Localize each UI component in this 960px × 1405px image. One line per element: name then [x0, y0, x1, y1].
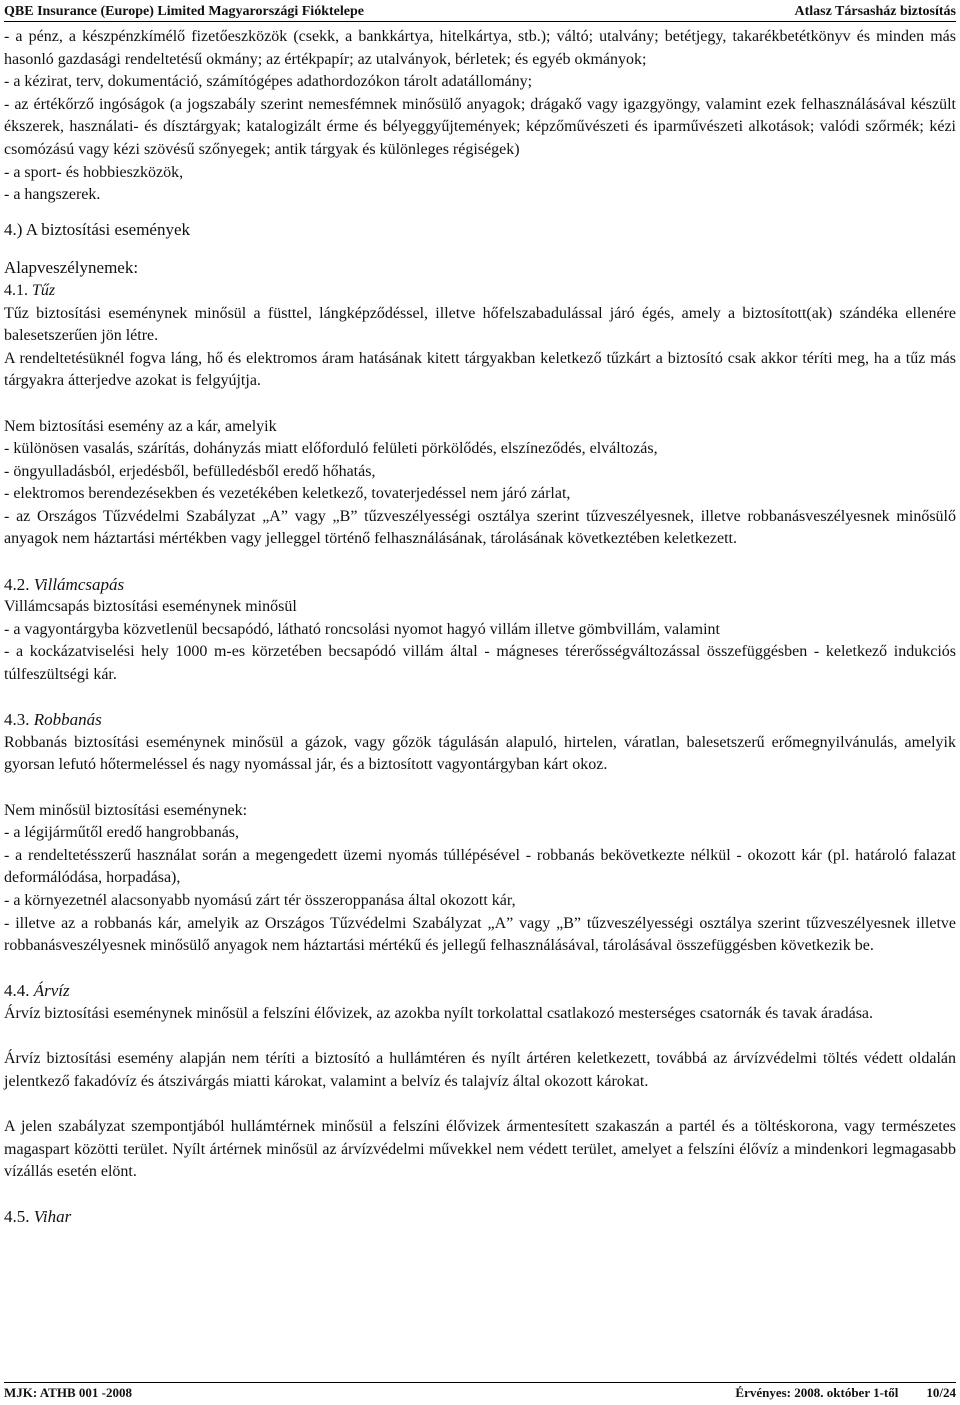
- paragraph: Tűz biztosítási eseménynek minősül a füsttel, lángképződéssel, illetve hőfelszabadulással járó égés, amely a biztosított(ak) szándéka ellenére balesetszerűen jön létre.: [4, 304, 956, 345]
- paragraph: - öngyulladásból, erjedésből, befülledésből eredő hőhatás,: [4, 462, 376, 480]
- header-product: Atlasz Társasház biztosítás: [794, 4, 956, 19]
- document-body: [4, 26, 956, 1229]
- footer-document-code: MJK: ATHB 001 -2008: [4, 1385, 132, 1400]
- subsection-title: [4, 709, 956, 732]
- header-company: QBE Insurance (Europe) Limited Magyarországi Fióktelepe: [4, 4, 364, 19]
- subsection-name: Árvíz: [33, 981, 70, 1001]
- paragraph: Árvíz biztosítási eseménynek minősül a felszíni élővizek, az azokba nyílt torkolattal csatlakozó mesterséges csatornák és tavak áradása.: [4, 1004, 874, 1022]
- paragraph: - az értékőrző ingóságok (a jogszabály szerint nemesfémnek minősülő anyagok; drágakő vagy igazgyöngy, valamint ezek felhasználásával készült ékszerek, használati- és dísztárgyak; katalogizált érme és bélyeggyűjtemények; képzőművészeti és iparművészeti alkotások; valódi szőrmék; kézi csomózású vagy kézi szövésű szőnyegek; antik tárgyak és különleges régiségek): [4, 95, 956, 158]
- paragraph: - a pénz, a készpénzkímélő fizetőeszközök (csekk, a bankkártya, hitelkártya, stb.); váltó; utalvány; betétjegy, takarékbetétkönyv és minden más hasonló gazdasági rendeltetésű okmány; az értékpapír; az utalványok, bérletek; és egyéb okmányok;: [4, 28, 956, 68]
- paragraph: A rendeltetésüknél fogva láng, hő és elektromos áram hatásának kitett tárgyakban keletkező tűzkárt a biztosító csak akkor téríti meg, ha a tűz más tárgyakra átterjedve azokat is felgyújtja.: [4, 349, 956, 390]
- subsection-name: Robbanás: [33, 710, 102, 730]
- subsection-number: 4.3.: [4, 710, 30, 730]
- paragraph: - a rendeltetésszerű használat során a megengedett üzemi nyomás túllépésével - robbanás bekövetkezte nélkül - okozott kár (pl. határoló falazat deformálódása, horpadása),: [4, 846, 956, 887]
- paragraph: - a sport- és hobbieszközök,: [4, 163, 184, 181]
- paragraph: Robbanás biztosítási eseménynek minősül a gázok, vagy gőzök tágulásán alapuló, hirtelen, váratlan, balesetszerű erőmegnyilvánulás, amelyik gyorsan lefutó hőtermeléssel és nagy nyomással jár, és a biztosított vagyontárgyban kárt okoz.: [4, 733, 956, 774]
- section-heading: 4.) A biztosítási események: [4, 219, 191, 239]
- paragraph: - illetve az a robbanás kár, amelyik az Országos Tűzvédelmi Szabályzat „A” vagy „B” tűzveszélyességi osztálya szerint tűzveszélyesnek illetve robbanásveszélyesnek minősülő anyagok nem háztartási mértékű és jellegű felhasználásával, tárolásával összefüggésben következik be.: [4, 914, 956, 955]
- subsection-number: 4.5.: [4, 1207, 30, 1227]
- paragraph: Árvíz biztosítási esemény alapján nem téríti a biztosító a hullámtéren és nyílt ártéren keletkezett, továbbá az árvízvédelmi töltés védett oldalán jelentkező fakadóvíz és átszivárgás miatti károkat, valamint a belvíz és talajvíz által okozott károkat.: [4, 1050, 956, 1090]
- subsection-name: Tűz: [32, 281, 56, 299]
- subsection-name: Villámcsapás: [33, 574, 125, 594]
- paragraph: - a kézirat, terv, dokumentáció, számítógépes adathordozókon tárolt adatállomány;: [4, 73, 533, 91]
- paragraph: - a kockázatviselési hely 1000 m-es körzetében becsapódó villám által - mágneses térerősségváltozással összefüggésben - keletkező indukciós túlfeszültségi kár.: [4, 643, 956, 684]
- paragraph: - az Országos Tűzvédelmi Szabályzat „A” vagy „B” tűzveszélyességi osztálya szerint tűzveszélyesnek, illetve robbanásveszélyesnek minősülő anyagok nem háztartási mértékben vagy jelleggel történő felhasználásának, tárolásának következtében keletkezett.: [4, 507, 956, 548]
- paragraph: - a hangszerek.: [4, 186, 101, 204]
- subsection-title: [4, 280, 956, 303]
- subheading: Alapveszélynemek:: [4, 258, 139, 278]
- paragraph: - elektromos berendezésekben és vezetékében keletkező, tovaterjedéssel nem járó zárlat,: [4, 485, 571, 503]
- page-header: [4, 0, 956, 22]
- paragraph: - a vagyontárgyba közvetlenül becsapódó, látható roncsolási nyomot hagyó villám illetve gömbvillám, valamint: [4, 620, 720, 638]
- subsection-number: 4.4.: [4, 981, 30, 1001]
- paragraph: A jelen szabályzat szempontjából hullámtérnek minősül a felszíni élővizek ármentesített szakaszán a partél és a töltéskorona, vagy természetes magaspart közötti terület. Nyílt ártérnek minősül az árvízvédelmi művekkel nem védett terület, amelyet a felszíni élővíz a mindenkori legmagasabb vízállás esetén elönt.: [4, 1117, 956, 1181]
- subsection-number: 4.1.: [4, 281, 28, 299]
- subsection-number: 4.2.: [4, 574, 30, 594]
- subsection-name: Vihar: [33, 1207, 72, 1227]
- subsection-title: [4, 1206, 956, 1229]
- subsection-title: [4, 574, 956, 597]
- paragraph: - a légijárműtől eredő hangrobbanás,: [4, 824, 240, 842]
- paragraph: Nem minősül biztosítási eseménynek:: [4, 801, 248, 819]
- paragraph: Nem biztosítási esemény az a kár, amelyik: [4, 417, 277, 435]
- subsection-title: [4, 980, 956, 1003]
- footer-page-number: 10/24: [926, 1385, 956, 1400]
- paragraph: - különösen vasalás, szárítás, dohányzás miatt előforduló felületi pörkölődés, elszíneződés, elváltozás,: [4, 440, 658, 458]
- page-footer: [4, 1382, 956, 1405]
- paragraph: - a környezetnél alacsonyabb nyomású zárt tér összeroppanása által okozott kár,: [4, 891, 516, 909]
- footer-validity: Érvényes: 2008. október 1-től: [735, 1385, 899, 1400]
- paragraph: Villámcsapás biztosítási eseménynek minősül: [4, 598, 297, 616]
